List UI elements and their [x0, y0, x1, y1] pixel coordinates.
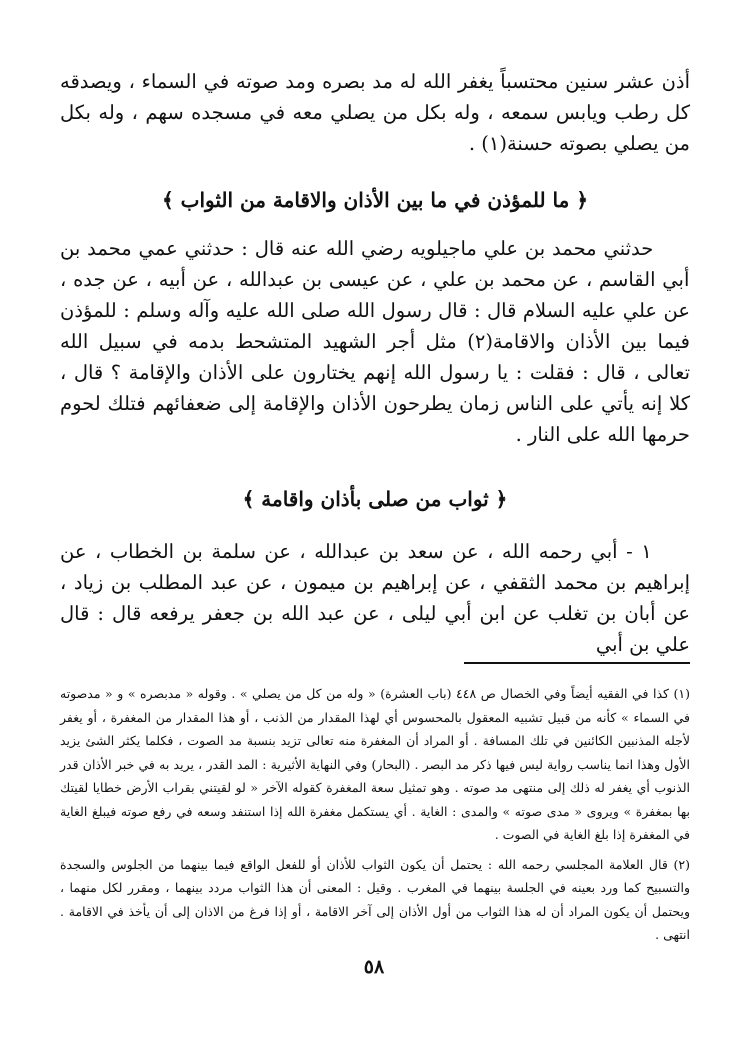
- text-line: النار .: [515, 423, 561, 446]
- footnote-line: لكل منهما ، ويحتمل أن يكون المراد أن له هذا الثواب من أول الأذان إلى آخر الاقامة ، أو إذا فرغ من الاذان إلى أن: [60, 880, 690, 919]
- footnote-line: المغفرة ، أو يغفر لأجله المذنبين الكائنين في تلك المسافة . أو المراد أن المغفرة منه تعالى تزيد بنسبة مد الصوت ،: [60, 709, 690, 748]
- paragraph-opening: [60, 66, 690, 159]
- footnote-line: فكلما يكثر الشئ يزيد الأول وهذا انما يناسب رواية ليس فيها ذكر مد البصر . (البحار) وفي النهاية الأثيرية : المد: [60, 733, 690, 772]
- paragraph-hadith-prayer: [60, 536, 690, 660]
- footnote-line: والسجدة والتسبيح كما ورد بعينه في الجلسة بينهما في المغرب . وقيل : المعنى أن هذا الثواب مردد بينهما ، ومقرر: [60, 856, 690, 895]
- page-number: ٥٨: [363, 956, 385, 978]
- text-line: فقلت : يا رسول الله إنهم يختارون على الأذان والإقامة ؟ قال ، كلا إنه يأتي: [60, 361, 690, 415]
- text-line: أبان بن تغلب عن ابن أبي ليلى ، عن عبد الله بن جعفر يرفعه قال : قال علي بن أبي: [60, 602, 690, 656]
- text-line: عن علي عليه السلام قال : قال رسول الله صلى الله عليه وآله وسلم : للمؤذن فيما: [60, 299, 690, 353]
- text-line: ١ - أبي رحمه الله ، عن سعد بن عبدالله ، عن سلمة بن الخطاب ، عن: [60, 540, 652, 563]
- text-line: أذن عشر سنين محتسباً يغفر الله له مد بصره ومد صوته في السماء ، ويصدقه كل رطب: [60, 70, 690, 124]
- footnote-line: (٢) قال العلامة المجلسي رحمه الله : يحتمل أن يكون الثواب للأذان أو للفعل الواقع فيما بينهما من الجلوس: [105, 856, 690, 872]
- footnote-line: القدر ، يريد به في خبر الأذان قدر الذنوب أي يغفر له ذلك إلى منتهى مد صوته . وهو تمثيل سعة المغفرة كقوله: [60, 756, 690, 795]
- footnote-line: و « مدصوته في السماء » كأنه من قبيل تشبيه المعقول بالمحسوس أي لهذا المقدار من الذنب ، أو هذا المقدار من: [60, 686, 690, 725]
- footnote-line: يأخذ في الاقامة . انتهى .: [60, 903, 690, 942]
- text-line: بين الأذان والاقامة(٢) مثل أجر الشهيد المتشحط بدمه في سبيل الله تعالى ، قال :: [60, 330, 690, 384]
- footnote-separator: [464, 662, 690, 664]
- text-line: على الناس زمان يطرحون الأذان والإقامة إلى ضعفائهم فتلك لحوم حرمها الله على: [60, 392, 690, 446]
- text-line: ويابس سمعه ، وله بكل من يصلي معه في مسجده سهم ، وله بكل من يصلي بصوته: [60, 101, 690, 155]
- text-line: حسنة(١) .: [468, 132, 553, 155]
- text-line: أبي القاسم ، عن محمد بن علي ، عن عيسى بن عبدالله ، عن أبيه ، عن جده ،: [60, 268, 690, 291]
- text-line: حدثني محمد بن علي ماجيلويه رضي الله عنه قال : حدثني عمي محمد بن: [60, 237, 654, 260]
- section-heading-muezzin-reward: ﴿ ما للمؤذن في ما بين الأذان والاقامة من الثواب ﴾: [161, 188, 589, 212]
- page-body: [60, 66, 691, 942]
- footnote-line: (١) كذا في الفقيه أيضاً وفي الخصال ص ٤٤٨ (باب العشرة) « وله من كل من يصلي » . وقوله « مدبصره »: [123, 686, 691, 701]
- text-line: إبراهيم بن محمد الثقفي ، عن إبراهيم بن ميمون ، عن عبد المطلب بن زياد ، عن: [60, 571, 690, 625]
- footnotes: [60, 682, 690, 947]
- paragraph-hadith-muezzin: [60, 233, 690, 450]
- footnote-line: مغفرة الله إذا استنفد وسعه في رفع صوته فيبلغ الغاية في المغفرة إذا بلغ الغاية في الصوت .: [60, 803, 690, 842]
- footnote-1: [60, 682, 690, 847]
- section-heading-prayer-reward: ﴿ ثواب من صلى بأذان واقامة ﴾: [242, 487, 508, 511]
- footnote-2: [60, 853, 690, 947]
- footnote-line: الآخر « لو لقيتني بقراب الأرض خطايا لقيتك بها بمغفرة » ويروى « مدى صوته » والمدى : الغاية . أي يستكمل: [60, 780, 691, 819]
